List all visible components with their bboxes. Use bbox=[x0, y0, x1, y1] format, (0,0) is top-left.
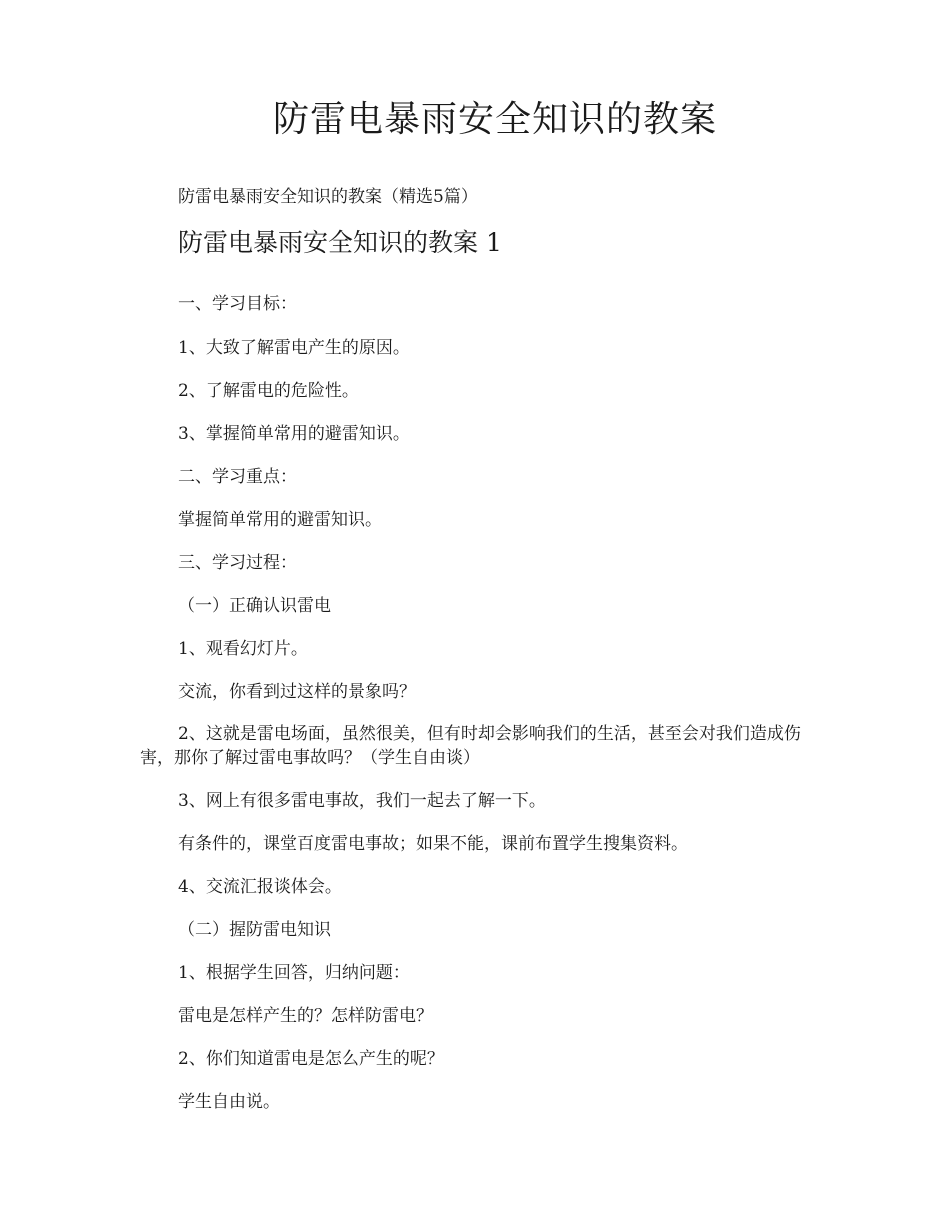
paragraph: 1、观看幻灯片。 bbox=[178, 639, 308, 659]
paragraph: 雷电是怎样产生的？怎样防雷电？ bbox=[178, 1006, 433, 1026]
document-title: 防雷电暴雨安全知识的教案 bbox=[272, 99, 717, 140]
document-subtitle: 防雷电暴雨安全知识的教案（精选5篇） bbox=[178, 187, 478, 207]
paragraph: 2、了解雷电的危险性。 bbox=[178, 381, 359, 401]
paragraph: 有条件的，课堂百度雷电事故；如果不能，课前布置学生搜集资料。 bbox=[178, 834, 688, 854]
paragraph: 掌握简单常用的避雷知识。 bbox=[178, 510, 382, 530]
paragraph: 一、学习目标： bbox=[178, 294, 297, 314]
paragraph: （二）握防雷电知识 bbox=[178, 920, 331, 940]
paragraph: 2、这就是雷电场面，虽然很美，但有时却会影响我们的生活，甚至会对我们造成伤害，那你了解过雷电事故吗？（学生自由谈） bbox=[140, 724, 801, 768]
paragraph: 二、学习重点： bbox=[178, 467, 297, 487]
paragraph: 3、掌握简单常用的避雷知识。 bbox=[178, 424, 410, 444]
paragraph: 4、交流汇报谈体会。 bbox=[178, 877, 342, 897]
paragraph: （一）正确认识雷电 bbox=[178, 596, 331, 616]
paragraph: 交流，你看到过这样的景象吗？ bbox=[178, 682, 416, 702]
section-heading: 防雷电暴雨安全知识的教案 1 bbox=[178, 228, 502, 257]
paragraph: 1、大致了解雷电产生的原因。 bbox=[178, 338, 410, 358]
paragraph: 3、网上有很多雷电事故，我们一起去了解一下。 bbox=[178, 791, 546, 811]
paragraph: 1、根据学生回答，归纳问题： bbox=[178, 963, 410, 983]
paragraph: 2、你们知道雷电是怎么产生的呢？ bbox=[178, 1049, 444, 1069]
paragraph: 三、学习过程： bbox=[178, 553, 297, 573]
paragraph: 学生自由说。 bbox=[178, 1092, 280, 1112]
